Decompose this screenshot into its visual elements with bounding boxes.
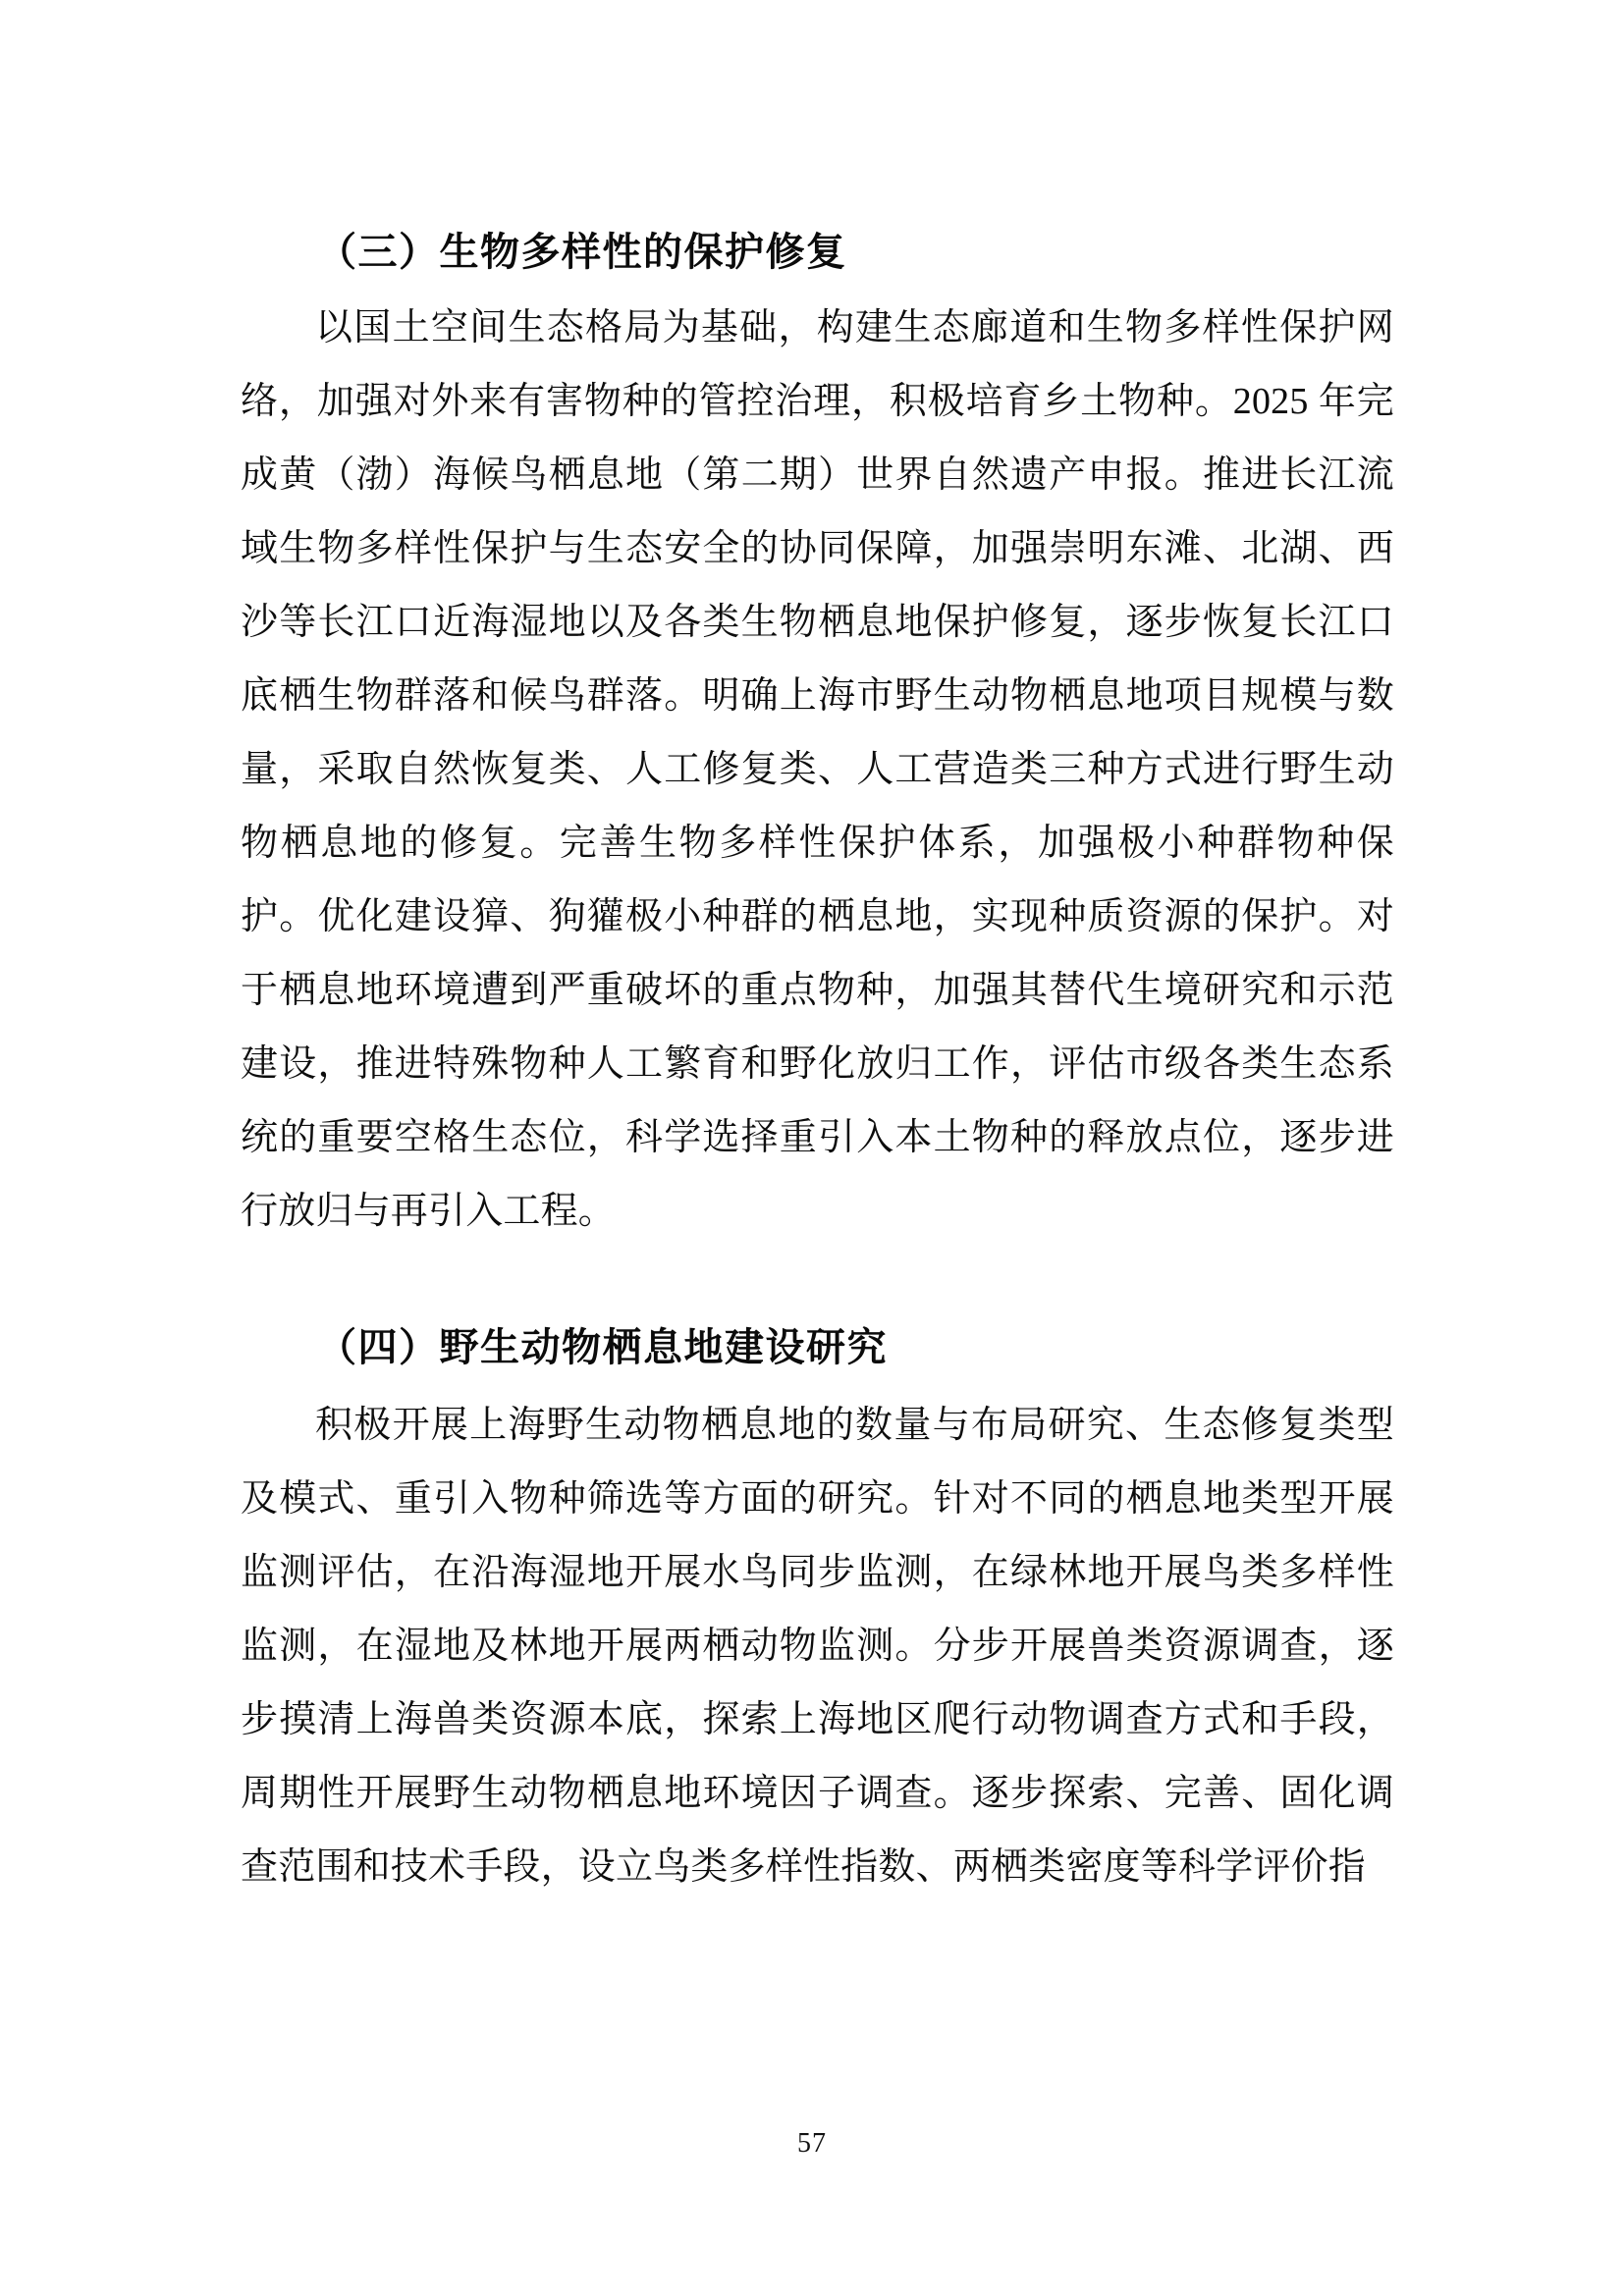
section-heading-four: （四）野生动物栖息地建设研究 [317, 1325, 888, 1371]
section-heading-three: （三）生物多样性的保护修复 [317, 230, 847, 275]
page-number: 57 [797, 2128, 827, 2159]
section-four-paragraph: 积极开展上海野生动物栖息地的数量与布局研究、生态修复类型及模式、重引入物种筛选等方面的研究。针对不同的栖息地类型开展监测评估，在沿海湿地开展水鸟同步监测，在绿林地开展鸟类多样性监测，在湿地及林地开展两栖动物监测。分步开展兽类资源调查，逐步摸清上海兽类资源本底，探索上海地区爬行动物调查方式和手段，周期性开展野生动物栖息地环境因子调查。逐步探索、完善、固化调查范围和技术手段，设立鸟类多样性指数、两栖类密度等科学评价指 [241, 1405, 1394, 1889]
section-three-paragraph: 以国土空间生态格局为基础，构建生态廊道和生物多样性保护网络，加强对外来有害物种的管控治理，积极培育乡土物种。2025 年完成黄（渤）海候鸟栖息地（第二期）世界自然遗产申报。推进长江流域生物多样性保护与生态安全的协同保障，加强崇明东滩、北湖、西沙等长江口近海湿地以及各类生物栖息地保护修复，逐步恢复长江口底栖生物群落和候鸟群落。明确上海市野生动物栖息地项目规模与数量，采取自然恢复类、人工修复类、人工营造类三种方式进行野生动物栖息地的修复。完善生物多样性保护体系，加强极小种群物种保护。优化建设獐、狗獾极小种群的栖息地，实现种质资源的保护。对于栖息地环境遭到严重破坏的重点物种，加强其替代生境研究和示范建设，推进特殊物种人工繁育和野化放归工作，评估市级各类生态系统的重要空格生态位，科学选择重引入本土物种的释放点位，逐步进行放归与再引入工程。 [241, 307, 1394, 1233]
page-content [241, 228, 1394, 1904]
